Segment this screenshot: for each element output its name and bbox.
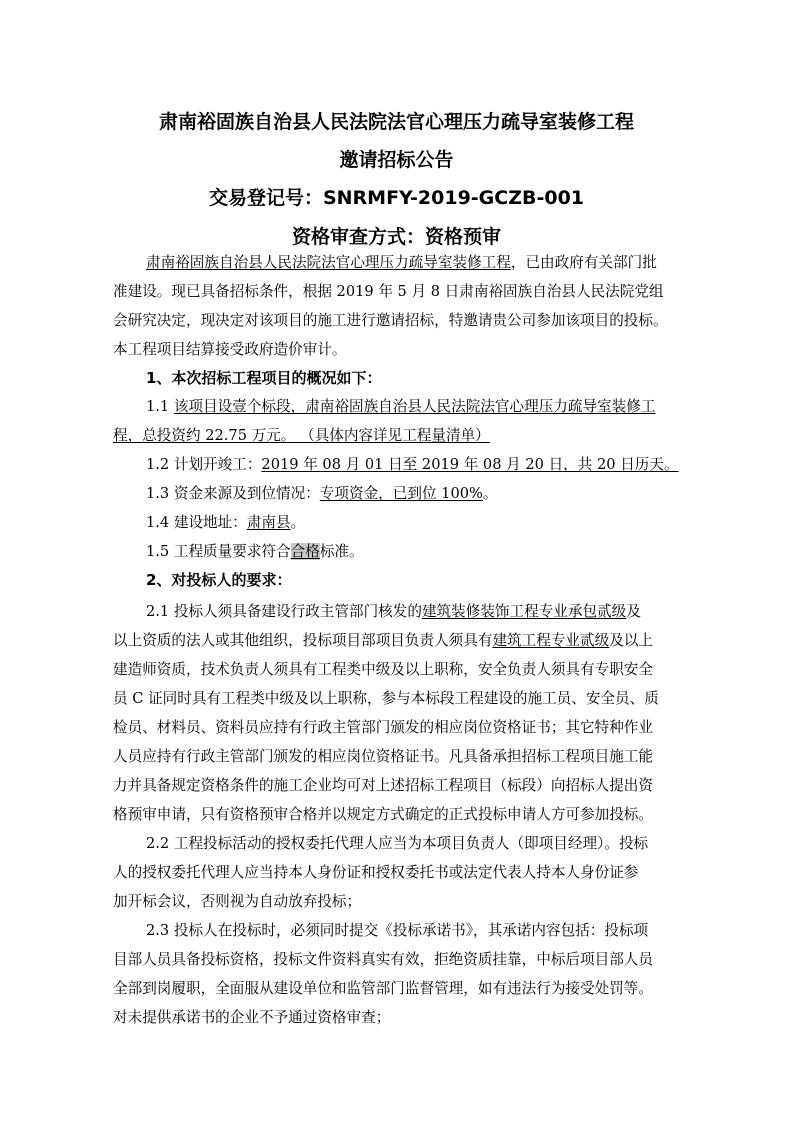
req-2-3-line-3: 全部到岗履职，全面服从建设单位和监管部门监督管理，如有违法行为接受处罚等。	[113, 980, 653, 997]
req-2-1-line-6: 人员应持有行政主管部门颁发的相应岗位资格证书。凡具备承担招标工程项目施工能	[113, 748, 653, 765]
req-2-2-line-3: 加开标会议，否则视为自动放弃投标；	[113, 893, 362, 910]
req-2-3-line-2: 目部人员具备投标资格，投标文件资料真实有效，拒绝资质挂靠，中标后项目部人员	[113, 951, 653, 968]
section-2-heading: 2、对投标人的要求：	[146, 571, 292, 589]
item-1-4: 1.4 建设地址：肃南县。	[146, 514, 306, 531]
req-2-2-line-1: 2.2 工程投标活动的授权委托代理人应当为本项目负责人（即项目经理）。投标	[146, 835, 649, 852]
req-2-1-line-8: 格预审申请，只有资格预审合格并以规定方式确定的正式投标申请人方可参加投标。	[113, 806, 653, 823]
req-2-1-line-2: 以上资质的法人或其他组织，投标项目部项目负责人须具有建筑工程专业贰级及以上	[113, 632, 654, 649]
project-name: 肃南裕固族自治县人民法院法官心理压力疏导室装修工程	[146, 254, 511, 271]
item-1-5: 1.5 工程质量要求符合合格标准。	[146, 543, 364, 560]
intro-line-3: 会研究决定，现决定对该项目的施工进行邀请招标，特邀请贵公司参加该项目的投标。	[113, 312, 668, 329]
item-1-1-line-2: 程，总投资约 22.75 万元。 （具体内容详见工程量清单）	[113, 427, 490, 444]
req-2-3-line-4: 对未提供承诺书的企业不予通过资格审查；	[113, 1009, 391, 1026]
req-2-1-line-1: 2.1 投标人须具备建设行政主管部门核发的建筑装修装饰工程专业承包贰级及	[146, 603, 641, 620]
review-method: 资格审查方式：资格预审	[291, 226, 501, 248]
item-1-2: 1.2 计划开竣工：2019 年 08 月 01 日至 2019 年 08 月 20 日，共 20 日历天。	[146, 456, 679, 473]
document-subtitle: 邀请招标公告	[339, 149, 454, 171]
quality-standard-highlight: 合格	[290, 543, 320, 560]
req-2-3-line-1: 2.3 投标人在投标时，必须同时提交《投标承诺书》，其承诺内容包括：投标项	[146, 922, 649, 939]
intro-line-2: 准建设。现已具备招标条件，根据 2019 年 5 月 8 日肃南裕固族自治县人民法院党组	[113, 283, 664, 300]
req-2-1-line-5: 检员、材料员、资料员应持有行政主管部门颁发的相应岗位资格证书；其它特种作业	[113, 719, 653, 736]
section-1-heading: 1、本次招标工程项目的概况如下：	[146, 369, 382, 387]
document-title: 肃南裕固族自治县人民法院法官心理压力疏导室装修工程	[158, 111, 634, 133]
req-2-1-line-4: 员 C 证同时具有工程类中级及以上职称，参与本标段工程建设的施工员、安全员、质	[113, 690, 659, 707]
req-2-1-line-3: 建造师资质，技术负责人须具有工程类中级及以上职称，安全负责人须具有专职安全	[113, 661, 653, 678]
registration-number: 交易登记号：SNRMFY-2019-GCZB-001	[208, 187, 585, 209]
item-1-3: 1.3 资金来源及到位情况：专项资金，已到位 100%。	[146, 485, 498, 502]
intro-line-1: 肃南裕固族自治县人民法院法官心理压力疏导室装修工程，已由政府有关部门批	[146, 254, 657, 271]
item-1-1-line-1: 1.1 该项目设壹个标段，肃南裕固族自治县人民法院法官心理压力疏导室装修工	[146, 398, 656, 415]
intro-line-4: 本工程项目结算接受政府造价审计。	[113, 341, 347, 358]
req-2-2-line-2: 人的授权委托代理人应当持本人身份证和授权委托书或法定代表人持本人身份证参	[113, 864, 639, 881]
req-2-1-line-7: 力并具备规定资格条件的施工企业均可对上述招标工程项目（标段）向招标人提出资	[113, 777, 653, 794]
